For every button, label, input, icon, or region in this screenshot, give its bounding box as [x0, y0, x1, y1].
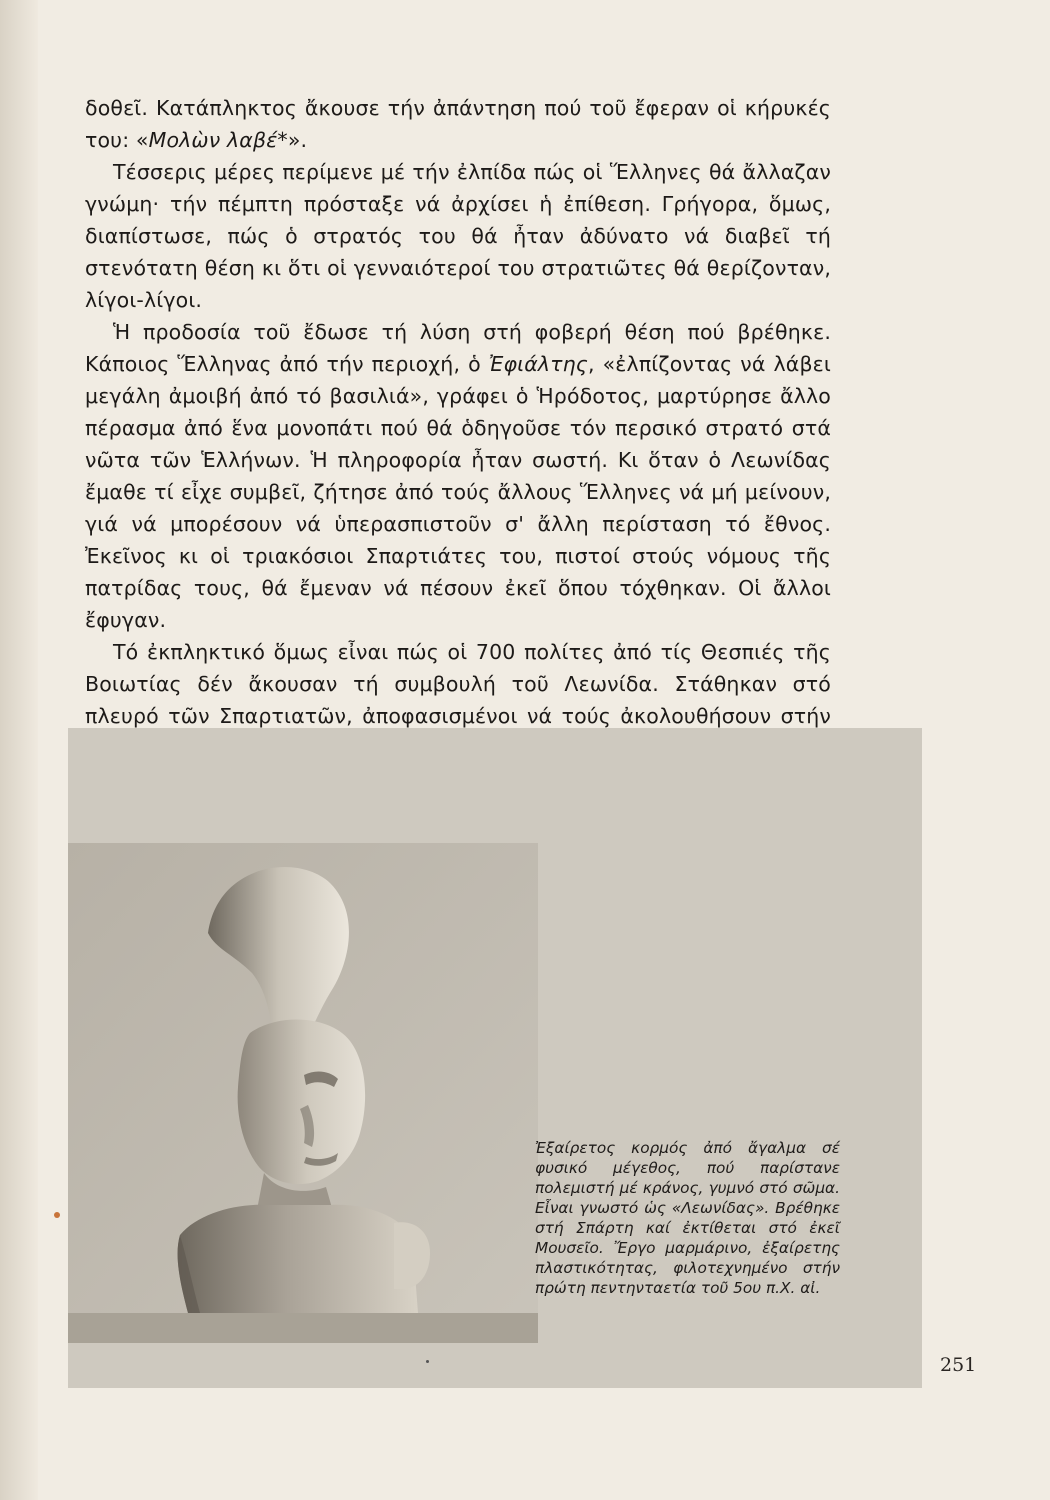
quote-molon-labe: Μολὼν λαβέ* — [148, 128, 288, 152]
paragraph-2: Τέσσερις μέρες περίμενε μέ τήν ἐλπίδα πώς οἱ Ἕλληνες θά ἄλλαζαν γνώμη· τήν πέμπτη πρόσταξε νά ἀρχίσει ἡ ἐπίθεση. Γρήγορα, ὅμως, διαπίστωσε, πώς ὁ στρατός του θά ἦταν ἀδύνατο νά διαβεῖ τή στενότατη θέση κι ὅτι οἱ γενναιότεροί του στρατιῶτες θά θερίζονταν, λίγοι-λίγοι. — [85, 160, 831, 312]
page-number: 251 — [940, 1354, 977, 1376]
paragraph-4: Τό ἐκπληκτικό ὅμως εἶναι πώς οἱ 700 πολίτες ἀπό τίς Θεσπιές τῆς Βοιωτίας δέν ἄκουσαν τή συμβουλή τοῦ Λεωνίδα. Στάθηκαν στό πλευρό τῶν Σπαρτιατῶν, ἀποφασισμένοι νά τούς ἀκολουθήσουν στήν — [85, 640, 831, 728]
paragraph-3: Ἡ προδοσία τοῦ ἔδωσε τή λύση στή φοβερή θέση πού βρέθηκε. Κάποιος Ἕλληνας ἀπό τήν περιοχή, ὁ Ἐφιάλτης, «ἐλπίζοντας νά λάβει μεγάλη ἀμοιβή ἀπό τό βασιλιά», γράφει ὁ Ἡρόδοτος, μαρτύρησε ἄλλο πέρασμα ἀπό ἕνα μονοπάτι πού θά ὁδηγοῦσε τόν περσικό στρατό στά νῶτα τῶν Ἑλλήνων. Ἡ πληροφορία ἦταν σωστή. Κι ὅταν ὁ Λεωνίδας ἔμαθε τί εἶχε συμβεῖ, ζήτησε ἀπό τούς ἄλλους Ἕλληνες νά μή μείνουν, γιά νά μπορέσουν νά ὑπερασπιστοῦν σ' ἄλλη περίσταση τό ἔθνος. Ἐκεῖνος κι οἱ τριακόσιοι Σπαρτιάτες του, πιστοί στούς νόμους τῆς πατρίδας τους, θά ἔμεναν νά πέσουν ἐκεῖ ὅπου τόχθηκαν. Οἱ ἄλλοι ἔφυγαν. — [85, 320, 832, 632]
leonidas-statue-photo — [68, 843, 538, 1343]
margin-mark — [54, 1212, 60, 1218]
helmet-head — [238, 1020, 365, 1185]
print-dot — [426, 1360, 429, 1363]
statue-illustration — [68, 843, 538, 1343]
statue-torso — [178, 1205, 418, 1313]
name-efialtis: Ἐφιάλτης — [488, 352, 588, 376]
binding-gutter — [0, 0, 38, 1500]
figure-caption: Ἐξαίρετος κορμός ἀπό ἄγαλμα σέ φυσικό μέγεθος, πού παρίστανε πολεμιστή μέ κράνος, γυμνό στό σῶμα. Εἶναι γνωστό ὡς «Λεωνίδας». Βρέθηκε στή Σπάρτη καί ἐκτίθεται στό ἐκεῖ Μουσεῖο. Ἔργο μαρμάρινο, ἐξαίρετης πλαστικότητας, φιλοτεχνημένο στήν πρώτη πεντηνταετία τοῦ 5ου π.Χ. αἰ. — [535, 1139, 840, 1297]
paragraph-1: δοθεῖ. Κατάπληκτος ἄκουσε τήν ἀπάντηση πού τοῦ ἔφεραν οἱ κήρυκές του: «Μολὼν λαβέ*». — [85, 96, 831, 152]
